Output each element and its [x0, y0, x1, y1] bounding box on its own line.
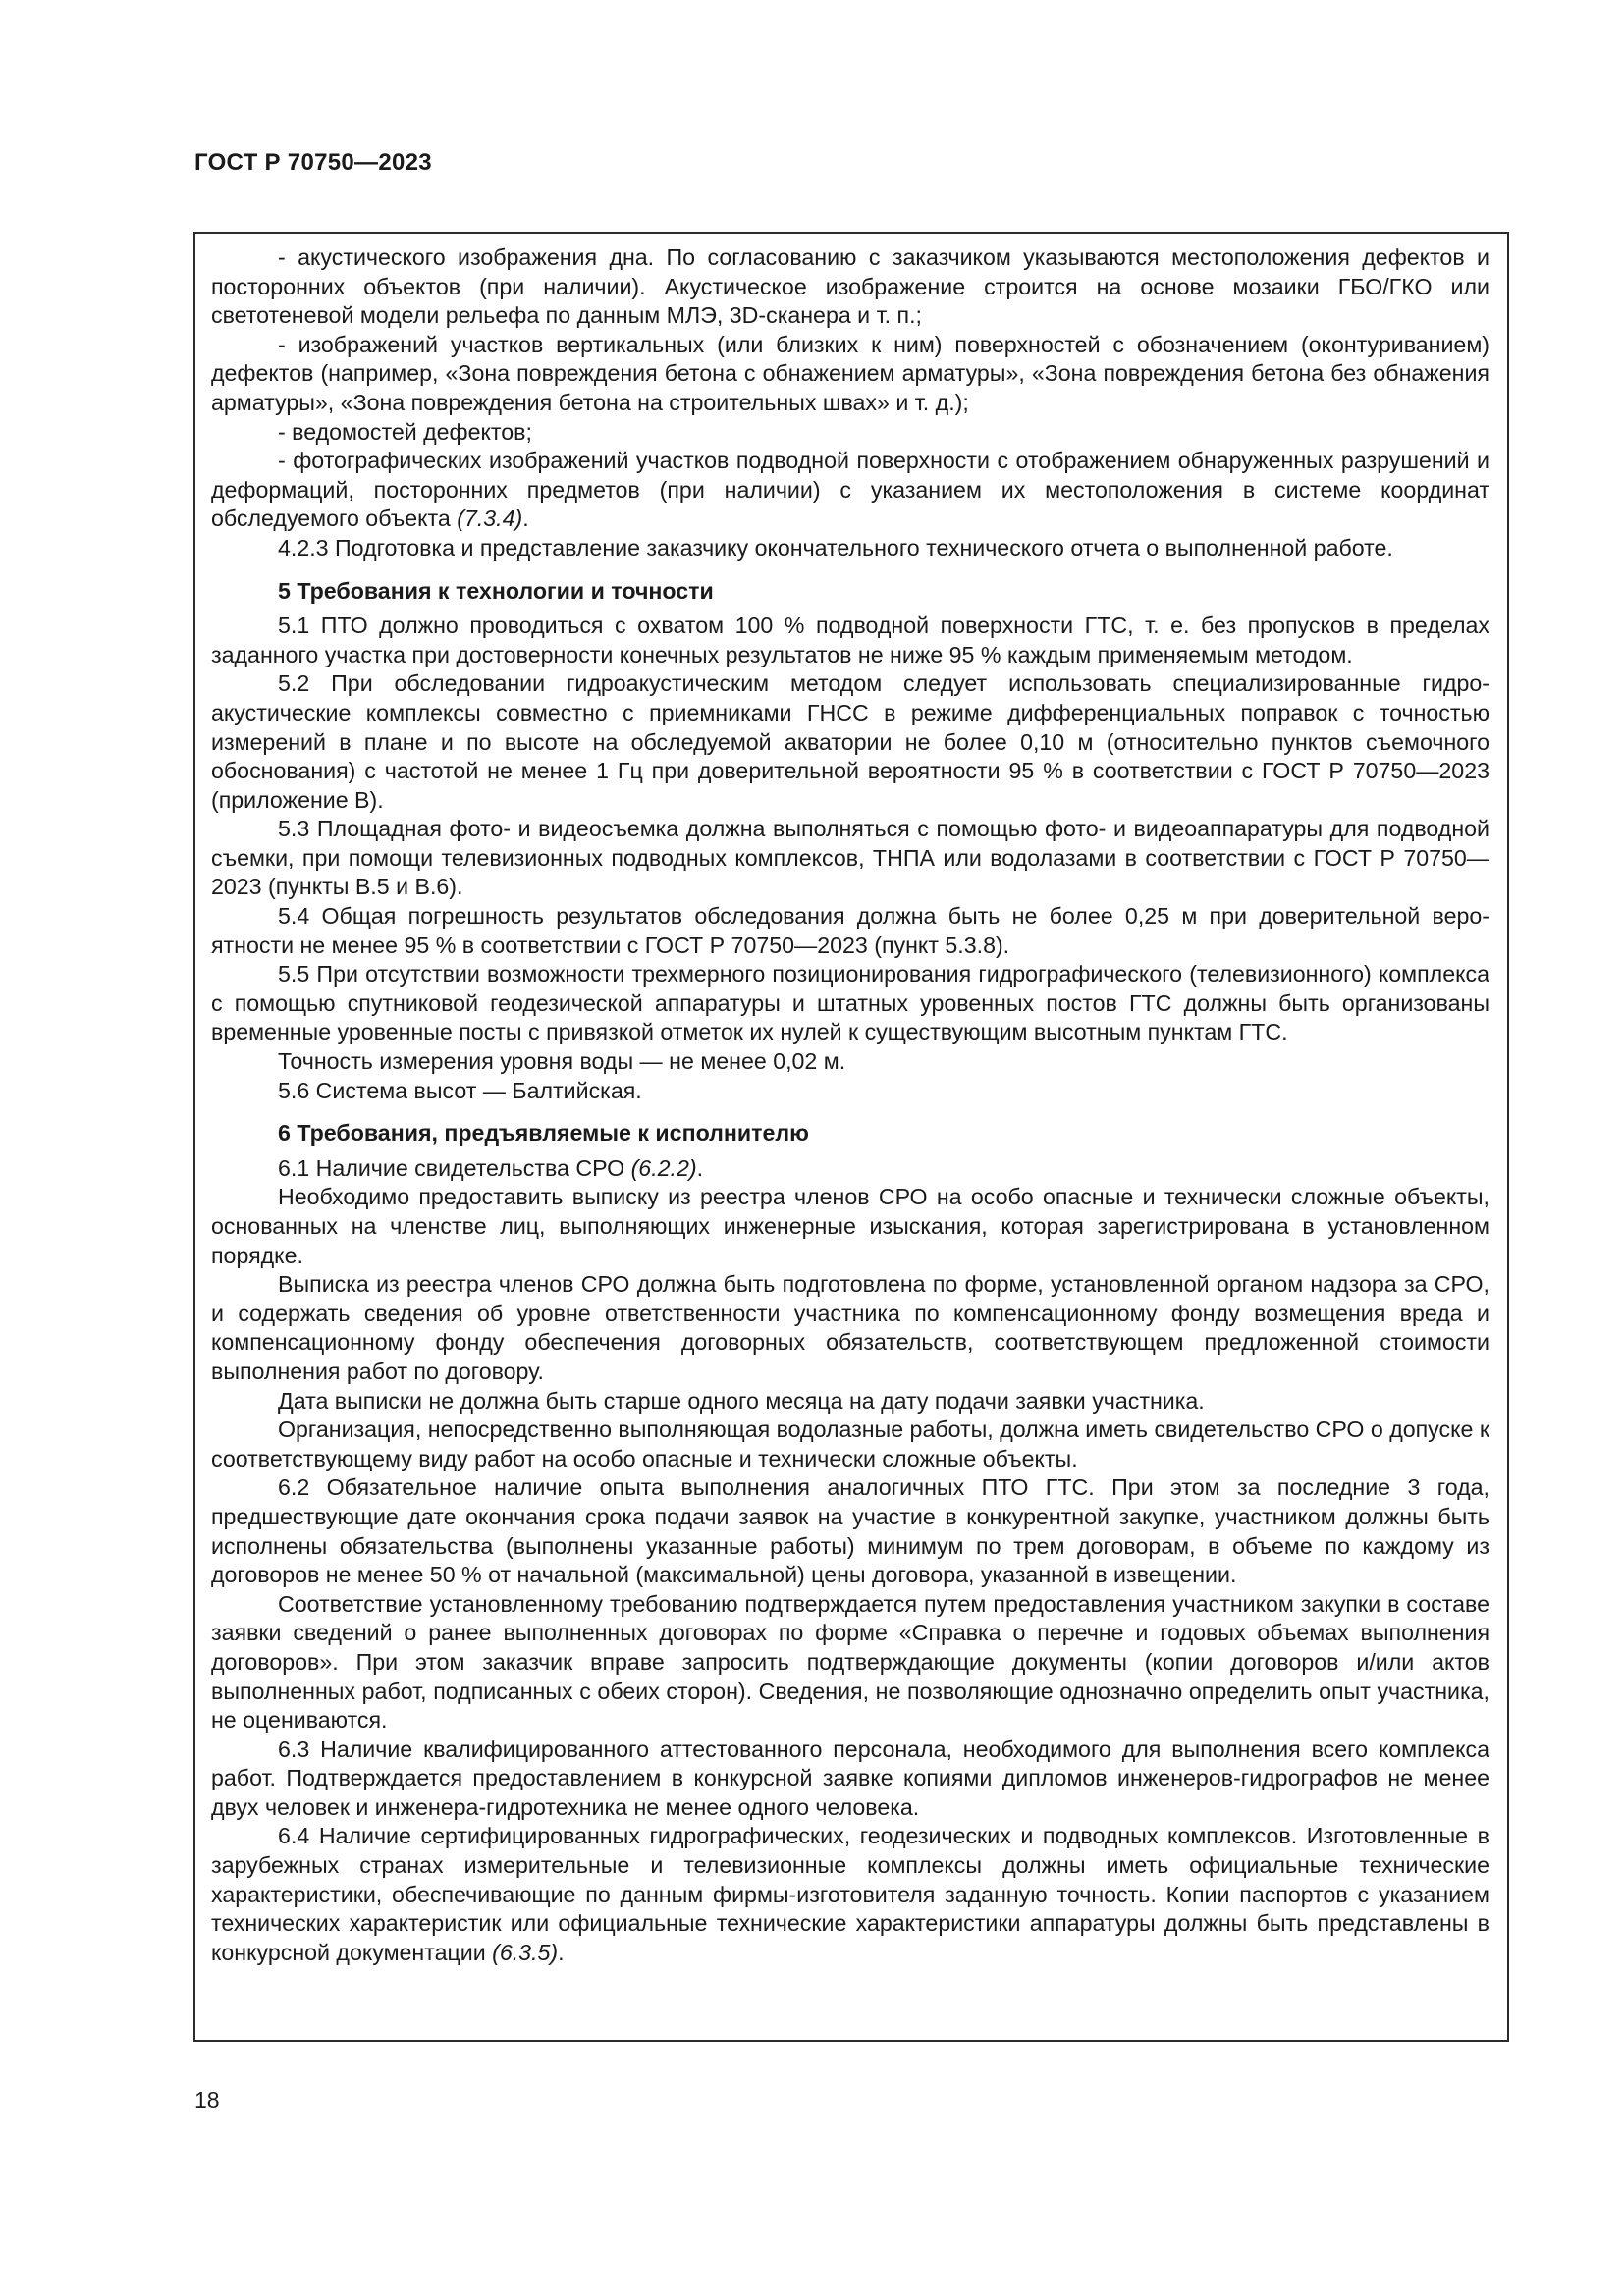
paragraph: Необходимо предоставить выписку из реестра членов СРО на особо опасные и технически сложные объекты, основанных на членстве лиц, выполняющих инженерные изыскания, которая зарегистрирована в установленном порядке. — [211, 1184, 1489, 1268]
cross-reference: (7.3.4) — [457, 506, 523, 532]
document-header: ГОСТ Р 70750—2023 — [194, 149, 432, 176]
paragraph: Соответствие установленному требованию подтверждается путем предоставления участником закупки в составе заявки сведений о ранее выполненных договорах по форме «Справка о перечне и годовых объемах выполнения договоров». При этом заказчик вправе запросить подтверждающие документы (копии договоров и/или актов выполненных работ, подписанных с обеих сторон). Сведения, не позволяющие однозначно определить опыт участника, не оцениваются. — [211, 1590, 1489, 1734]
document-body — [211, 243, 1489, 1967]
cross-reference: (6.3.5) — [492, 1939, 559, 1965]
paragraph: 5.4 Общая погрешность результатов обследования должна быть не более 0,25 м при доверительной вероятности не менее 95 % в соответствии с ГОСТ Р 70750—2023 (пункт 5.3.8). — [211, 903, 1489, 958]
section-heading: 6 Требования, предъявляемые к исполнителю — [278, 1120, 809, 1147]
paragraph: - акустического изображения дна. По согласованию с заказчиком указываются местоположения дефектов и посторонних объектов (при наличии). Акустическое изображение строится на основе мозаики ГБО/ГКО или светотеневой модели рельефа по данным МЛЭ, 3D-сканера и т. п.; — [211, 244, 1489, 329]
page-number: 18 — [194, 2087, 220, 2112]
paragraph: 5.2 При обследовании гидроакустическим методом следует использовать специализированные гидроакустические комплексы совместно с приемниками ГНСС в режиме дифференциальных поправок с точностью измерений в плане и по высоте на обследуемой акватории не более 0,10 м (относительно пунктов съемочного обоснования) с частотой не менее 1 Гц при доверительной вероятности 95 % в соответствии с ГОСТ Р 70750—2023 (приложение В). — [211, 670, 1489, 813]
paragraph: 6.1 Наличие свидетельства СРО (6.2.2). — [278, 1154, 704, 1181]
paragraph: - фотографических изображений участков подводной поверхности с отображением обнаруженных разрушений и деформаций, посторонних предметов (при наличии) с указанием их местоположения в системе координат обследуемого объекта (7.3.4). — [211, 448, 1489, 532]
paragraph: Точность измерения уровня воды — не менее 0,02 м. — [278, 1048, 846, 1075]
paragraph: 5.1 ПТО должно проводиться с охватом 100 % подводной поверхности ГТС, т. е. без пропусков в пределах заданного участка при достоверности конечных результатов не ниже 95 % каждым применяемым методом. — [211, 613, 1489, 667]
paragraph: 6.3 Наличие квалифицированного аттестованного персонала, необходимого для выполнения всего комплекса работ. Подтверждается предоставлением в конкурсной заявке копиями дипломов инженеров-гидрографов не менее двух человек и инженера-гидротехника не менее одного человека. — [211, 1735, 1489, 1820]
cross-reference: (6.2.2) — [630, 1154, 697, 1181]
paragraph: 5.5 При отсутствии возможности трехмерного позиционирования гидрографического (телевизионного) комплекса с помощью спутниковой геодезической аппаратуры и штатных уровенных постов ГТС должны быть организованы временные уровенные посты с привязкой отметок их нулей к существующим высотным пунктам ГТС. — [211, 961, 1489, 1045]
content-frame — [193, 232, 1509, 2042]
paragraph: 5.3 Площадная фото- и видеосъемка должна выполняться с помощью фото- и видеоаппаратуры для подводной съемки, при помощи телевизионных подводных комплексов, ТНПА или водолазами в соответствии с ГОСТ Р 70750—2023 (пункты В.5 и В.6). — [211, 816, 1489, 900]
paragraph: 4.2.3 Подготовка и представление заказчику окончательного технического отчета о выполненной работе. — [278, 534, 1393, 561]
paragraph: 6.2 Обязательное наличие опыта выполнения аналогичных ПТО ГТС. При этом за последние 3 года, предшествующие дате окончания срока подачи заявок на участие в конкурентной закупке, участником должны быть исполнены обязательства (выполнены указанные работы) минимум по трем договорам, в объеме по каждому из договоров не менее 50 % от начальной (максимальной) цены договора, указанной в извещении. — [211, 1474, 1489, 1588]
paragraph: - изображений участков вертикальных (или близких к ним) поверхностей с обозначением (оконтуриванием) дефектов (например, «Зона повреждения бетона с обнажением арматуры», «Зона повреждения бетона без обнажения арматуры», «Зона повреждения бетона на строительных швах» и т. д.); — [211, 331, 1489, 415]
section-heading: 5 Требования к технологии и точности — [278, 577, 714, 604]
paragraph: Дата выписки не должна быть старше одного месяца на дату подачи заявки участника. — [278, 1387, 1205, 1414]
paragraph: 6.4 Наличие сертифицированных гидрографических, геодезических и подводных комплексов. Изготовленные в зарубежных странах измерительные и телевизионные комплексы должны иметь официальные технические характеристики, обеспечивающие по данным фирмы-изготовителя заданную точность. Копии паспортов с указанием технических характеристик или официальные технические характеристики аппаратуры должны быть представлены в конкурсной документации (6.3.5). — [211, 1823, 1489, 1965]
paragraph: - ведомостей дефектов; — [278, 418, 532, 445]
paragraph: Организация, непосредственно выполняющая водолазные работы, должна иметь свидетельство СРО о допуске к соответствующему виду работ на особо опасные и технически сложные объекты. — [211, 1416, 1489, 1471]
paragraph: Выписка из реестра членов СРО должна быть подготовлена по форме, установленной органом надзора за СРО, и содержать сведения об уровне ответственности участника по компенсационному фонду возмещения вреда и компенсационному фонду обеспечения договорных обязательств, соответствующем предложенной стоимости выполнения работ по договору. — [211, 1271, 1489, 1384]
paragraph: 5.6 Система высот — Балтийская. — [278, 1077, 642, 1103]
